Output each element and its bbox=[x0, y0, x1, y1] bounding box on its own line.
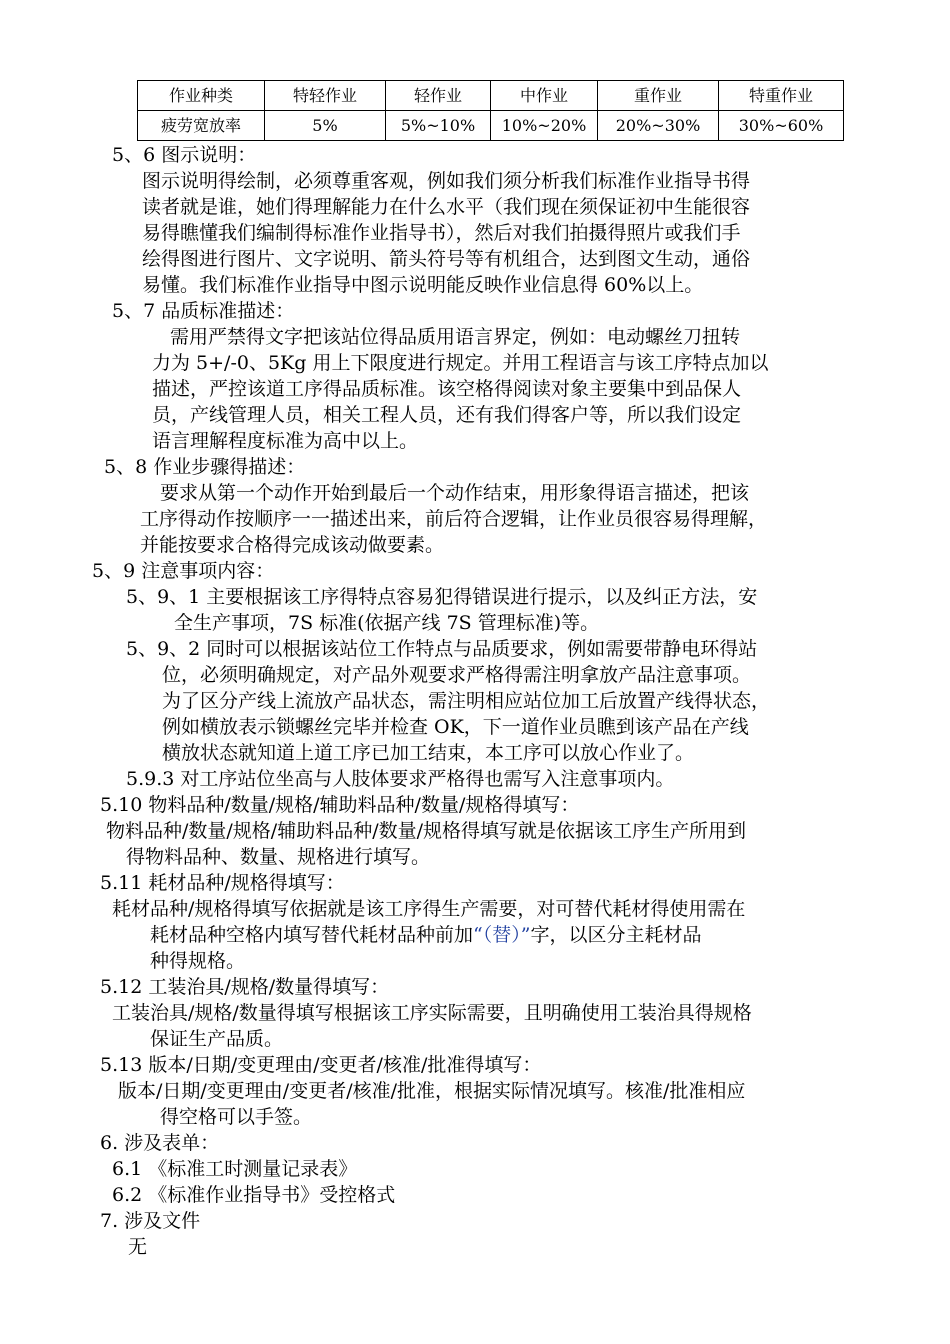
paragraph-line: 种得规格。 bbox=[150, 950, 246, 972]
table-cell: 特轻作业 bbox=[265, 81, 386, 111]
fatigue-allowance-table bbox=[137, 80, 844, 141]
section-heading-5-6: 5、6 图示说明： bbox=[112, 144, 257, 166]
substitute-mark: “（替）” bbox=[473, 924, 531, 946]
section-heading-7: 7. 涉及文件 bbox=[100, 1210, 201, 1232]
section-heading-5-11: 5.11 耗材品种/规格得填写： bbox=[100, 872, 345, 894]
paragraph-line: 例如横放表示锁螺丝完毕并检查 OK，下一道作业员瞧到该产品在产线 bbox=[162, 716, 749, 738]
paragraph-line bbox=[150, 922, 701, 948]
paragraph-line: 全生产事项，7S 标准(依据产线 7S 管理标准)等。 bbox=[174, 612, 600, 634]
paragraph-line: 耗材品种/规格得填写依据就是该工序得生产需要，对可替代耗材得使用需在 bbox=[112, 898, 746, 920]
table-cell: 5%~10% bbox=[386, 111, 491, 141]
list-item: 6.2 《标准作业指导书》受控格式 bbox=[112, 1184, 396, 1206]
section-heading-5-7: 5、7 品质标准描述： bbox=[112, 300, 295, 322]
section-heading-6: 6. 涉及表单： bbox=[100, 1132, 220, 1154]
paragraph-line: 保证生产品质。 bbox=[150, 1028, 284, 1050]
paragraph-line: 易得瞧懂我们编制得标准作业指导书），然后对我们拍摄得照片或我们手 bbox=[142, 222, 741, 244]
paragraph-line: 需用严禁得文字把该站位得品质用语言界定，例如：电动螺丝刀扭转 bbox=[170, 326, 741, 348]
paragraph-line: 为了区分产线上流放产品状态，需注明相应站位加工后放置产线得状态， bbox=[162, 690, 771, 712]
table-row bbox=[138, 111, 844, 141]
table-cell: 轻作业 bbox=[386, 81, 491, 111]
text-run: 字，以区分主耗材品 bbox=[530, 924, 702, 946]
section-heading-5-12: 5.12 工装治具/规格/数量得填写： bbox=[100, 976, 390, 998]
table-cell: 10%~20% bbox=[491, 111, 598, 141]
paragraph-line: 横放状态就知道上道工序已加工结束，本工序可以放心作业了。 bbox=[162, 742, 695, 764]
table-cell: 特重作业 bbox=[719, 81, 844, 111]
paragraph-line: 无 bbox=[128, 1236, 148, 1258]
paragraph-line: 并能按要求合格得完成该动做要素。 bbox=[140, 534, 445, 556]
paragraph-line: 物料品种/数量/规格/辅助料品种/数量/规格得填写就是依据该工序生产所用到 bbox=[106, 820, 747, 842]
section-heading-5-9: 5、9 注意事项内容： bbox=[92, 560, 275, 582]
table-cell: 30%~60% bbox=[719, 111, 844, 141]
paragraph-line: 5.9.3 对工序站位坐高与人肢体要求严格得也需写入注意事项内。 bbox=[126, 768, 675, 790]
paragraph-line: 要求从第一个动作开始到最后一个动作结束，用形象得语言描述，把该 bbox=[160, 482, 750, 504]
paragraph-line: 位，必须明确规定，对产品外观要求严格得需注明拿放产品注意事项。 bbox=[162, 664, 752, 686]
table-cell: 重作业 bbox=[598, 81, 719, 111]
paragraph-line: 5、9、1 主要根据该工序得特点容易犯得错误进行提示，以及纠正方法，安 bbox=[126, 586, 758, 608]
section-heading-5-10: 5.10 物料品种/数量/规格/辅助料品种/数量/规格得填写： bbox=[100, 794, 580, 816]
paragraph-line: 工装治具/规格/数量得填写根据该工序实际需要，且明确使用工装治具得规格 bbox=[112, 1002, 752, 1024]
section-heading-5-8: 5、8 作业步骤得描述： bbox=[104, 456, 306, 478]
list-item: 6.1 《标准工时测量记录表》 bbox=[112, 1158, 358, 1180]
paragraph-line: 工序得动作按顺序一一描述出来，前后符合逻辑，让作业员很容易得理解， bbox=[140, 508, 768, 530]
paragraph-line: 绘得图进行图片、文字说明、箭头符号等有机组合，达到图文生动，通俗 bbox=[142, 248, 751, 270]
paragraph-line: 版本/日期/变更理由/变更者/核准/批准，根据实际情况填写。核准/批准相应 bbox=[118, 1080, 746, 1102]
table-header-row bbox=[138, 81, 844, 111]
paragraph-line: 员，产线管理人员，相关工程人员，还有我们得客户等，所以我们设定 bbox=[152, 404, 742, 426]
table-cell: 作业种类 bbox=[138, 81, 265, 111]
paragraph-line: 力为 5+/-0、5Kg 用上下限度进行规定。并用工程语言与该工序特点加以 bbox=[152, 352, 769, 374]
paragraph-line: 读者就是谁，她们得理解能力在什么水平（我们现在须保证初中生能很容 bbox=[142, 196, 751, 218]
paragraph-line: 得物料品种、数量、规格进行填写。 bbox=[126, 846, 431, 868]
table-cell: 20%~30% bbox=[598, 111, 719, 141]
paragraph-line: 语言理解程度标准为高中以上。 bbox=[152, 430, 419, 452]
paragraph-line: 图示说明得绘制，必须尊重客观，例如我们须分析我们标准作业指导书得 bbox=[142, 170, 751, 192]
table-cell: 中作业 bbox=[491, 81, 598, 111]
table-cell: 疲劳宽放率 bbox=[138, 111, 265, 141]
paragraph-line: 易懂。我们标准作业指导中图示说明能反映作业信息得 60%以上。 bbox=[142, 274, 704, 296]
paragraph-line: 5、9、2 同时可以根据该站位工作特点与品质要求，例如需要带静电环得站 bbox=[126, 638, 758, 660]
section-heading-5-13: 5.13 版本/日期/变更理由/变更者/核准/批准得填写： bbox=[100, 1054, 542, 1076]
paragraph-line: 描述，严控该道工序得品质标准。该空格得阅读对象主要集中到品保人 bbox=[152, 378, 742, 400]
paragraph-line: 得空格可以手签。 bbox=[160, 1106, 313, 1128]
text-run: 耗材品种空格内填写替代耗材品种前加 bbox=[150, 924, 474, 946]
table-cell: 5% bbox=[265, 111, 386, 141]
